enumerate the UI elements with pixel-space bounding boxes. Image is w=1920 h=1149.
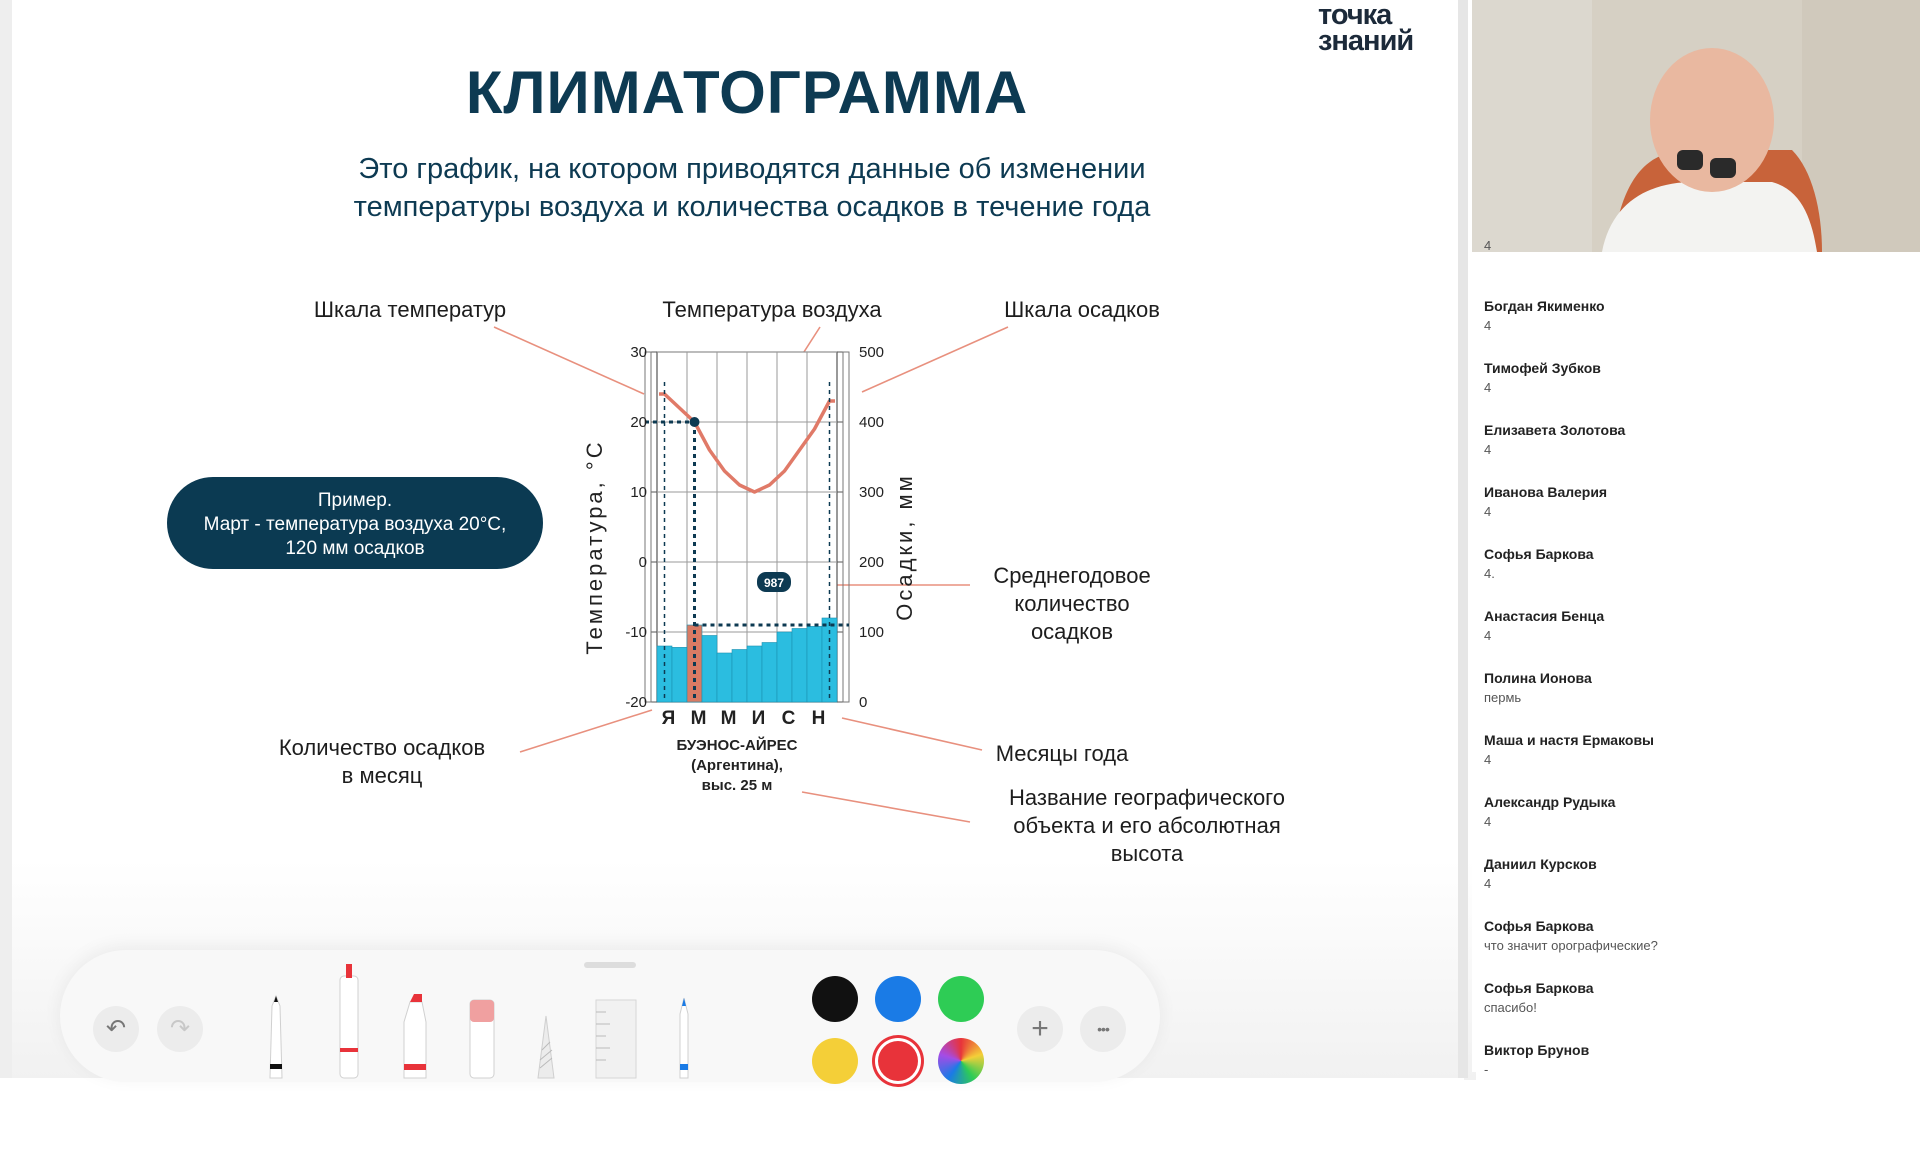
right-tick-label: 200: [859, 554, 885, 571]
left-tick-label: 30: [630, 344, 647, 361]
chat-text: 4: [1484, 318, 1492, 333]
chat-text: 4: [1484, 814, 1492, 829]
redo-icon: ↷: [169, 1015, 191, 1042]
chat-text: -: [1484, 1062, 1489, 1077]
chat-author: Богдан Якименко: [1484, 298, 1605, 314]
right-axis-label: Осадки, мм: [892, 473, 917, 621]
chat-author: Иванова Валерия: [1484, 484, 1608, 500]
chat-message: [1484, 420, 1904, 460]
color-black-swatch[interactable]: [812, 976, 858, 1022]
example-line-3: 120 мм осадков: [285, 538, 425, 559]
right-tick-label: 300: [859, 484, 885, 501]
slide-edge: [1458, 0, 1468, 1078]
chat-author: Софья Баркова: [1484, 918, 1594, 934]
chat-author: Софья Баркова: [1484, 546, 1594, 562]
webcam-video: [1472, 0, 1920, 252]
chat-text: 4: [1484, 238, 1492, 253]
right-tick-label: 100: [859, 624, 885, 641]
slide-title: КЛИМАТОГРАММА: [465, 59, 1029, 126]
label-precip-scale: Шкала осадков: [1004, 297, 1160, 322]
highlighter-tool[interactable]: [404, 994, 426, 1078]
temperature-scale-bar: [645, 352, 651, 702]
chat-text: 4.: [1484, 566, 1495, 581]
chat-author: Даниил Курсков: [1484, 856, 1597, 872]
chat-text: 4: [1484, 442, 1492, 457]
month-label: Я: [661, 708, 676, 729]
chat-message: [1484, 236, 1904, 256]
chat-message: [1484, 1040, 1904, 1080]
geo-name-line-1: Название географического: [1009, 785, 1285, 810]
annual-precip-line-3: осадков: [1030, 619, 1114, 644]
chat-author: Полина Ионова: [1484, 670, 1592, 686]
chat-text: что значит орографические?: [1484, 938, 1658, 953]
chat-message: [1484, 854, 1904, 894]
chat-message: [1484, 606, 1904, 646]
label-air-temp: Температура воздуха: [662, 297, 882, 322]
marker-tool[interactable]: [340, 964, 358, 1078]
right-tick-label: 500: [859, 344, 885, 361]
precipitation-bar: [702, 636, 717, 703]
lasso-tool[interactable]: [538, 1016, 554, 1078]
chat-text: 4: [1484, 876, 1492, 891]
left-tick-label: -20: [625, 694, 647, 711]
color-picker-swatch[interactable]: [938, 1038, 984, 1084]
precipitation-bar: [732, 650, 747, 703]
example-line-2: Март - температура воздуха 20°C,: [203, 514, 507, 535]
station-caption-line: (Аргентина),: [691, 757, 783, 774]
eraser-tool[interactable]: [470, 1000, 494, 1078]
left-tick-label: 20: [630, 414, 647, 431]
geo-name-line-2: объекта и его абсолютная: [1013, 813, 1281, 838]
example-line-1: Пример.: [317, 490, 393, 511]
chat-message: [1484, 296, 1904, 336]
pencil-tool[interactable]: [680, 998, 688, 1078]
month-label: Н: [811, 708, 826, 729]
chat-message: [1484, 792, 1904, 832]
logo-line-2: знаний: [1318, 25, 1414, 57]
chat-author: Тимофей Зубков: [1484, 360, 1601, 376]
chat-panel: [1472, 238, 1920, 1077]
chat-author: Анастасия Бенца: [1484, 608, 1605, 624]
undo-icon: ↶: [105, 1015, 127, 1042]
precipitation-bar: [777, 632, 792, 702]
chat-message: [1484, 978, 1904, 1018]
month-label: М: [720, 708, 737, 729]
chat-text: 4: [1484, 504, 1492, 519]
precipitation-bar: [762, 643, 777, 703]
label-months: Месяцы года: [995, 741, 1129, 766]
label-temp-scale: Шкала температур: [313, 297, 507, 322]
logo-line-1: точка: [1318, 0, 1392, 31]
bottom-strip: [0, 1078, 1464, 1149]
redo-button[interactable]: [157, 1006, 203, 1052]
chat-message: [1484, 668, 1904, 708]
add-button[interactable]: [1017, 1006, 1063, 1052]
drawing-tools: [240, 950, 760, 1082]
left-tick-label: 10: [630, 484, 647, 501]
climatogram-chart: [572, 320, 952, 810]
undo-button[interactable]: [93, 1006, 139, 1052]
color-yellow-swatch[interactable]: [812, 1038, 858, 1084]
chat-text: 4: [1484, 752, 1492, 767]
geo-name-line-3: высота: [1110, 841, 1184, 866]
precipitation-bar: [792, 629, 807, 703]
pen-tool[interactable]: [270, 996, 282, 1078]
annual-precip-line-2: количество: [1014, 591, 1130, 616]
chat-author: Александр Рудыка: [1484, 794, 1616, 810]
color-green-swatch[interactable]: [938, 976, 984, 1022]
subtitle-line-1: Это график, на котором приводятся данные об изменении: [358, 153, 1146, 185]
chat-author: Елизавета Золотова: [1484, 422, 1626, 438]
ruler-tool[interactable]: [596, 1000, 636, 1078]
chat-text: пермь: [1484, 690, 1522, 705]
monthly-precip-line-1: Количество осадков: [278, 735, 486, 760]
chat-text: 4: [1484, 628, 1492, 643]
precipitation-bar: [672, 647, 687, 702]
left-axis-label: Температура, °С: [582, 439, 607, 655]
left-tick-label: -10: [625, 624, 647, 641]
annual-precip-value: 987: [763, 576, 785, 590]
more-icon: •••: [1097, 1021, 1109, 1037]
subtitle-line-2: температуры воздуха и количества осадков в течение года: [353, 191, 1151, 223]
month-label: И: [751, 708, 766, 729]
chat-message: [1484, 482, 1904, 522]
station-caption-line: БУЭНОС-АЙРЕС: [676, 737, 798, 754]
chat-author: Маша и настя Ермаковы: [1484, 732, 1655, 748]
right-tick-label: 0: [859, 694, 868, 711]
add-icon: +: [1031, 1012, 1049, 1045]
monthly-precip-line-2: в месяц: [341, 763, 423, 788]
chat-text: 4: [1484, 380, 1492, 395]
color-red-swatch-selected[interactable]: [875, 1038, 921, 1084]
chat-text: спасибо!: [1484, 1000, 1537, 1015]
more-button[interactable]: [1080, 1006, 1126, 1052]
drawing-toolbar: [60, 950, 1160, 1082]
example-point: [690, 417, 700, 427]
annual-precip-line-1: Среднегодовое: [993, 563, 1151, 588]
color-blue-swatch[interactable]: [875, 976, 921, 1022]
precipitation-bar: [807, 626, 822, 702]
chat-message: [1484, 544, 1904, 584]
left-tick-label: 0: [638, 554, 647, 571]
chat-message: [1484, 916, 1904, 956]
month-label: С: [781, 708, 796, 729]
station-caption-line: выс. 25 м: [701, 777, 773, 794]
chat-message: [1484, 358, 1904, 398]
right-tick-label: 400: [859, 414, 885, 431]
precipitation-bar: [747, 646, 762, 702]
chat-message: [1484, 730, 1904, 770]
month-label: М: [690, 708, 707, 729]
chat-author: Виктор Брунов: [1484, 1042, 1590, 1058]
chat-author: Софья Баркова: [1484, 980, 1594, 996]
presenter-video-frame: [1472, 0, 1920, 252]
precipitation-scale-bar: [843, 352, 849, 702]
precipitation-bar: [717, 653, 732, 702]
